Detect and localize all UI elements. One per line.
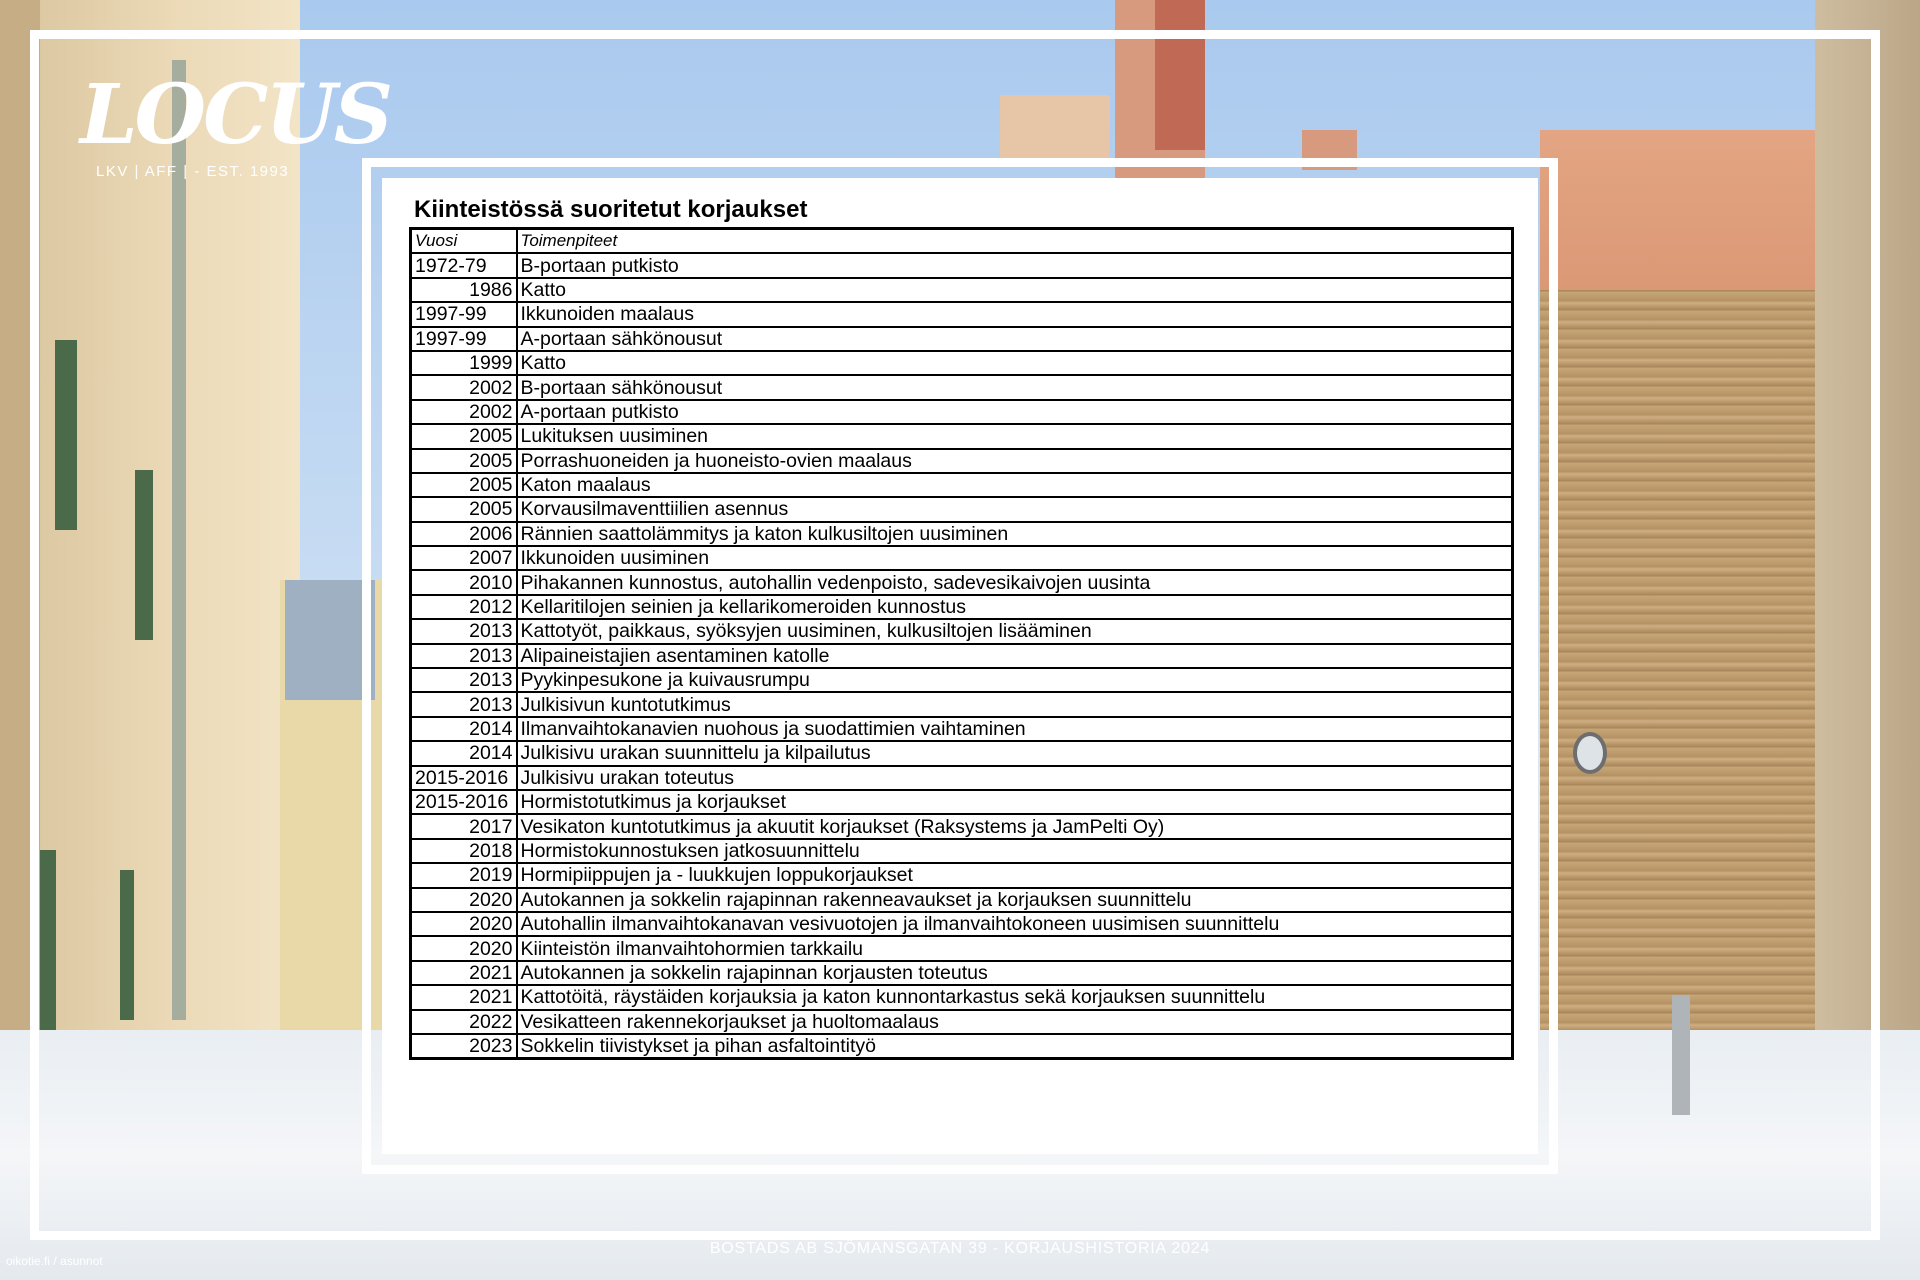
year-cell: 2021 <box>411 985 517 1009</box>
action-cell: Autokannen ja sokkelin rajapinnan rakenneavaukset ja korjauksen suunnittelu <box>517 888 1513 912</box>
year-cell: 2006 <box>411 522 517 546</box>
year-cell: 2007 <box>411 546 517 570</box>
action-cell: Hormistokunnostuksen jatkosuunnittelu <box>517 839 1513 863</box>
action-cell: Julkisivun kuntotutkimus <box>517 692 1513 716</box>
table-row <box>411 668 1513 692</box>
action-cell: Julkisivu urakan suunnittelu ja kilpailutus <box>517 741 1513 765</box>
year-cell: 2005 <box>411 497 517 521</box>
year-cell: 2020 <box>411 936 517 960</box>
action-cell: Ilmanvaihtokanavien nuohous ja suodattimien vaihtaminen <box>517 717 1513 741</box>
table-row <box>411 814 1513 838</box>
table-row <box>411 1010 1513 1034</box>
year-cell: 2020 <box>411 888 517 912</box>
action-cell: Kiinteistön ilmanvaihtohormien tarkkailu <box>517 936 1513 960</box>
action-cell: Vesikaton kuntotutkimus ja akuutit korjaukset (Raksystems ja JamPelti Oy) <box>517 814 1513 838</box>
table-row <box>411 717 1513 741</box>
year-cell: 2002 <box>411 400 517 424</box>
action-cell: Vesikatteen rakennekorjaukset ja huoltomaalaus <box>517 1010 1513 1034</box>
action-cell: Autohallin ilmanvaihtokanavan vesivuotojen ja ilmanvaihtokoneen uusimisen suunnittelu <box>517 912 1513 936</box>
year-cell: 2013 <box>411 692 517 716</box>
year-cell: 1997-99 <box>411 302 517 326</box>
footer-caption: BOSTADS AB SJÖMANSGATAN 39 - KORJAUSHISTORIA 2024 <box>709 1240 1211 1257</box>
action-cell: Katto <box>517 351 1513 375</box>
table-row <box>411 278 1513 302</box>
action-cell: Korvausilmaventtiilien asennus <box>517 497 1513 521</box>
year-cell: 2013 <box>411 668 517 692</box>
document-title: Kiinteistössä suoritetut korjaukset <box>414 196 808 223</box>
table-row <box>411 692 1513 716</box>
table-row <box>411 595 1513 619</box>
year-cell: 2021 <box>411 961 517 985</box>
year-cell: 2013 <box>411 619 517 643</box>
table-row <box>411 327 1513 351</box>
brand-logo <box>80 67 391 180</box>
repairs-table <box>409 227 1514 1060</box>
source-watermark: oikotie.fi / asunnot <box>6 1254 103 1268</box>
action-cell: Hormipiippujen ja - luukkujen loppukorjaukset <box>517 863 1513 887</box>
table-row <box>411 473 1513 497</box>
table-row <box>411 546 1513 570</box>
table-row <box>411 766 1513 790</box>
action-cell: Pyykinpesukone ja kuivausrumpu <box>517 668 1513 692</box>
year-column-header: Vuosi <box>411 229 517 254</box>
year-cell: 2020 <box>411 912 517 936</box>
year-cell: 2010 <box>411 570 517 594</box>
action-cell: A-portaan putkisto <box>517 400 1513 424</box>
year-cell: 2014 <box>411 717 517 741</box>
action-cell: Kattotöitä, räystäiden korjauksia ja katon kunnontarkastus sekä korjauksen suunnittelu <box>517 985 1513 1009</box>
table-header-row <box>411 229 1513 254</box>
action-cell: Rännien saattolämmitys ja katon kulkusiltojen uusiminen <box>517 522 1513 546</box>
table-row <box>411 790 1513 814</box>
year-cell: 2022 <box>411 1010 517 1034</box>
table-row <box>411 570 1513 594</box>
year-cell: 2017 <box>411 814 517 838</box>
year-cell: 2018 <box>411 839 517 863</box>
action-cell: Sokkelin tiivistykset ja pihan asfaltointityö <box>517 1034 1513 1059</box>
action-cell: Pihakannen kunnostus, autohallin vedenpoisto, sadevesikaivojen uusinta <box>517 570 1513 594</box>
action-cell: Lukituksen uusiminen <box>517 424 1513 448</box>
table-row <box>411 375 1513 399</box>
table-row <box>411 302 1513 326</box>
year-cell: 2005 <box>411 449 517 473</box>
year-cell: 2015-2016 <box>411 790 517 814</box>
table-row <box>411 839 1513 863</box>
year-cell: 1972-79 <box>411 253 517 277</box>
table-row <box>411 497 1513 521</box>
logo-tagline: LKV | AFF | - EST. 1993 <box>96 163 290 180</box>
action-cell: Katon maalaus <box>517 473 1513 497</box>
action-cell: Hormistotutkimus ja korjaukset <box>517 790 1513 814</box>
year-cell: 2012 <box>411 595 517 619</box>
year-cell: 2015-2016 <box>411 766 517 790</box>
action-cell: Ikkunoiden uusiminen <box>517 546 1513 570</box>
table-row <box>411 912 1513 936</box>
action-column-header: Toimenpiteet <box>517 229 1513 254</box>
action-cell: Kellaritilojen seinien ja kellarikomeroiden kunnostus <box>517 595 1513 619</box>
year-cell: 1997-99 <box>411 327 517 351</box>
action-cell: B-portaan sähkönousut <box>517 375 1513 399</box>
action-cell: Ikkunoiden maalaus <box>517 302 1513 326</box>
year-cell: 1986 <box>411 278 517 302</box>
action-cell: Porrashuoneiden ja huoneisto-ovien maalaus <box>517 449 1513 473</box>
year-cell: 2013 <box>411 644 517 668</box>
table-row <box>411 619 1513 643</box>
table-row <box>411 961 1513 985</box>
action-cell: Julkisivu urakan toteutus <box>517 766 1513 790</box>
table-row <box>411 351 1513 375</box>
year-cell: 2005 <box>411 473 517 497</box>
action-cell: Alipaineistajien asentaminen katolle <box>517 644 1513 668</box>
table-row <box>411 400 1513 424</box>
table-row <box>411 741 1513 765</box>
action-cell: Autokannen ja sokkelin rajapinnan korjausten toteutus <box>517 961 1513 985</box>
action-cell: B-portaan putkisto <box>517 253 1513 277</box>
table-row <box>411 253 1513 277</box>
table-row <box>411 863 1513 887</box>
table-row <box>411 522 1513 546</box>
year-cell: 2019 <box>411 863 517 887</box>
year-cell: 2023 <box>411 1034 517 1059</box>
year-cell: 2002 <box>411 375 517 399</box>
table-row <box>411 424 1513 448</box>
table-row <box>411 1034 1513 1059</box>
table-row <box>411 936 1513 960</box>
table-row <box>411 888 1513 912</box>
action-cell: Kattotyöt, paikkaus, syöksyjen uusiminen, kulkusiltojen lisääminen <box>517 619 1513 643</box>
table-row <box>411 985 1513 1009</box>
year-cell: 2005 <box>411 424 517 448</box>
logo-text: LOCUS <box>80 67 391 163</box>
action-cell: A-portaan sähkönousut <box>517 327 1513 351</box>
table-row <box>411 449 1513 473</box>
year-cell: 2014 <box>411 741 517 765</box>
repairs-table-body <box>411 253 1513 1058</box>
table-row <box>411 644 1513 668</box>
year-cell: 1999 <box>411 351 517 375</box>
action-cell: Katto <box>517 278 1513 302</box>
